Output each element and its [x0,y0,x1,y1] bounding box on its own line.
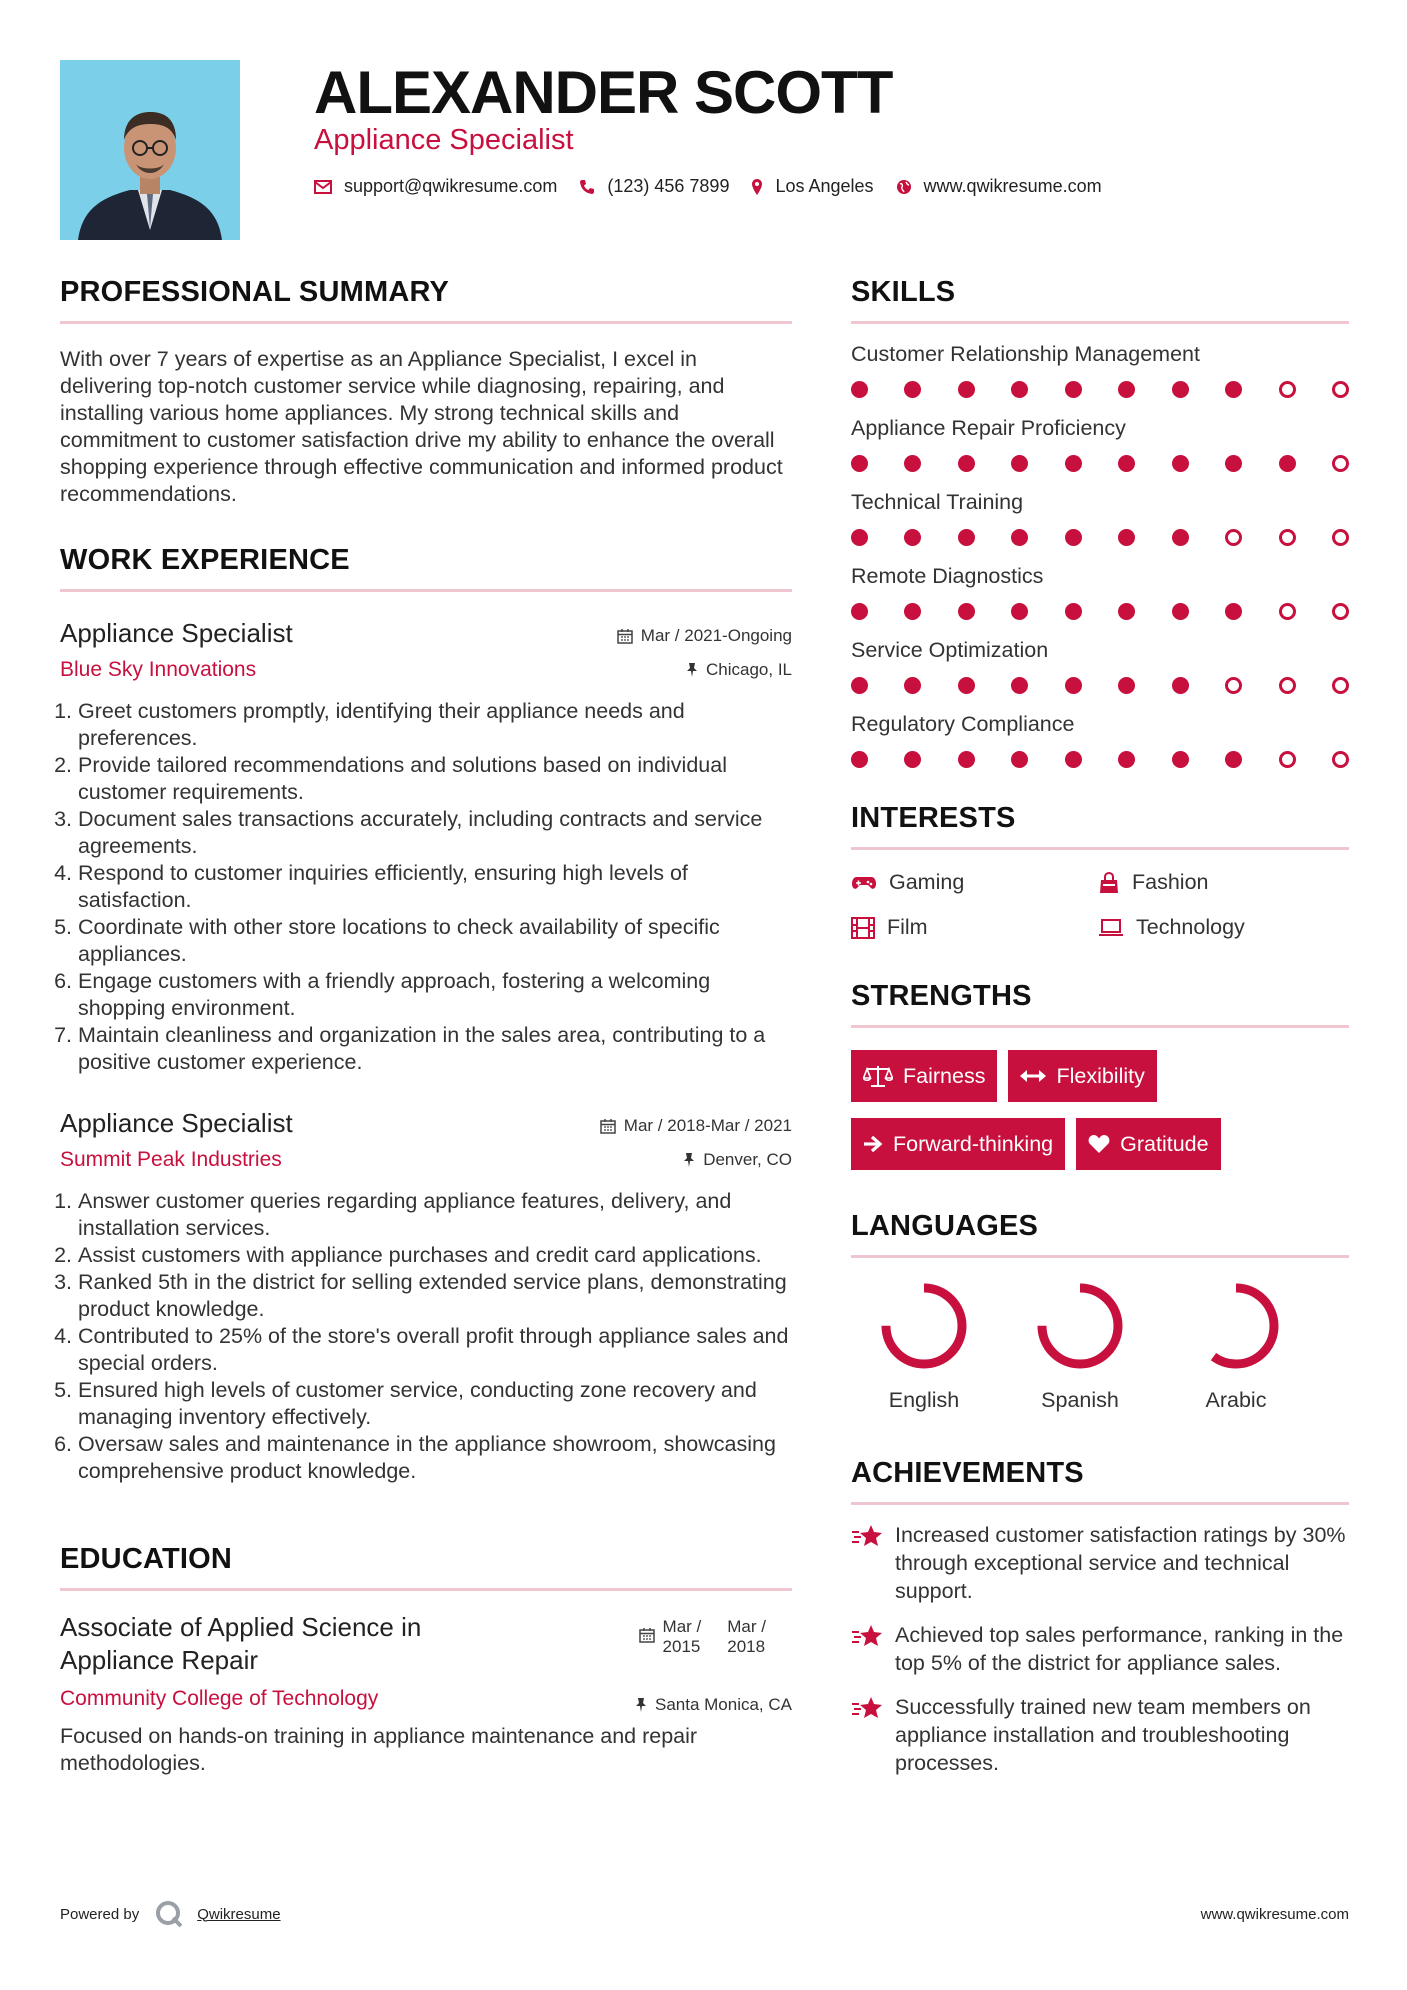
interests-heading: INTERESTS [851,802,1016,834]
interests-list [851,870,1349,940]
candidate-title: Appliance Specialist [314,124,574,156]
language-level-ring [878,1280,970,1372]
achievement-text: Achieved top sales performance, ranking in the top 5% of the district for appliance sales. [895,1623,1344,1675]
languages-heading: LANGUAGES [851,1210,1039,1242]
language-name: English [888,1388,960,1412]
achievements-section [851,1457,1349,1777]
section-divider [60,1588,792,1591]
laptop-icon [1098,919,1124,937]
job-location [686,660,792,680]
language-name: Spanish [1041,1388,1119,1412]
language-level-arc [886,1288,962,1364]
rating-dot-empty [1332,529,1349,546]
star-burst-icon [851,1521,895,1605]
contact-website[interactable] [896,176,1102,197]
skill-name: Technical Training [851,490,1024,514]
star-burst-icon [851,1621,895,1677]
star-burst-icon [851,1693,895,1777]
rating-dot-filled [1065,677,1082,694]
language-level-arc [1042,1288,1118,1364]
contact-location [751,176,873,197]
rating-dot-filled [1172,381,1189,398]
rating-dot-filled [1118,751,1135,768]
job-entry [60,618,792,1076]
powered-by-text: Powered by [60,1905,140,1923]
summary-heading: PROFESSIONAL SUMMARY [60,276,450,308]
job-bullet: 4. Respond to customer inquiries efficiently, ensuring high levels of satisfaction. [78,860,792,914]
strength-label: Fairness [903,1063,986,1088]
languages-section [851,1210,1349,1413]
summary-text: With over 7 years of expertise as an Appliance Specialist, I excel in delivering top-notch customer service while diagnosing, repairing, and installing various home appliances. My strong technical skills and commitment to customer satisfaction drive my ability to enhance the overall shopping experience through effective communication and informed product recommendations. [60,347,783,506]
rating-dot-filled [958,751,975,768]
section-divider [60,321,792,324]
job-bullet: 3. Document sales transactions accurately, including contracts and service agreements. [78,806,792,860]
job-bullet: 6. Engage customers with a friendly approach, fostering a welcoming shopping environment. [78,968,792,1022]
job-bullet: 7. Maintain cleanliness and organization in the sales area, contributing to a positive customer experience. [78,1022,792,1076]
section-divider [851,1502,1349,1505]
calendar-icon [617,628,633,644]
experience-heading: WORK EXPERIENCE [60,544,350,576]
strengths-heading: STRENGTHS [851,980,1032,1012]
rating-dot-filled [1011,751,1028,768]
strength-tag [1076,1118,1220,1170]
phone-icon [579,179,595,195]
education-description: Focused on hands-on training in appliance maintenance and repair methodologies. [60,1724,698,1775]
rating-dot-empty [1225,529,1242,546]
arrows-horizontal-icon [1020,1069,1046,1083]
right-column [851,276,1349,1777]
film-icon [851,917,875,939]
skill-rating [851,529,1349,546]
rating-dot-filled [1118,381,1135,398]
rating-dot-filled [1065,381,1082,398]
skill-item [851,342,1349,398]
rating-dot-filled [958,529,975,546]
summary-section [60,276,792,508]
contact-email[interactable] [314,176,557,197]
left-column [60,276,792,1777]
job-bullet: 6. Oversaw sales and maintenance in the appliance showroom, showcasing comprehensive product knowledge. [78,1431,792,1485]
arrow-right-icon [863,1135,883,1153]
education-entry [60,1611,792,1777]
date-end-month: Mar / [727,1617,766,1636]
date-end-year: 2018 [727,1637,766,1656]
education-date-start [663,1617,702,1657]
rating-dot-filled [1118,603,1135,620]
skills-heading: SKILLS [851,276,956,308]
language-item [841,1280,1007,1413]
achievement-item [851,1693,1349,1777]
rating-dot-filled [1065,455,1082,472]
footer-website[interactable]: www.qwikresume.com [1200,1906,1349,1923]
skill-name: Remote Diagnostics [851,564,1044,588]
achievement-item [851,1521,1349,1605]
job-bullets [60,698,792,1076]
rating-dot-empty [1332,751,1349,768]
candidate-name: ALEXANDER SCOTT [314,59,893,126]
section-divider [851,847,1349,850]
rating-dot-filled [1172,603,1189,620]
date-start-month: Mar / [662,1617,702,1636]
rating-dot-filled [1172,677,1189,694]
rating-dot-filled [851,529,868,546]
pushpin-icon [683,1152,695,1168]
shopping-bag-icon [1098,872,1120,894]
rating-dot-empty [1225,677,1242,694]
rating-dot-empty [1279,751,1296,768]
language-item [997,1280,1163,1413]
footer-powered-by [60,1900,281,1928]
rating-dot-filled [1011,677,1028,694]
strength-label: Gratitude [1120,1131,1209,1156]
rating-dot-empty [1332,455,1349,472]
interest-item [1098,915,1345,940]
profile-photo [60,60,240,240]
interest-label: Technology [1136,915,1245,939]
skill-item [851,416,1349,472]
rating-dot-filled [851,677,868,694]
job-bullet: 1. Answer customer queries regarding appliance features, delivery, and installation services. [78,1188,792,1242]
education-heading: EDUCATION [60,1543,233,1575]
balance-scale-icon [863,1065,893,1087]
rating-dot-filled [851,455,868,472]
rating-dot-filled [1065,529,1082,546]
rating-dot-empty [1279,603,1296,620]
interest-item [851,870,1098,895]
language-level-ring [1190,1280,1282,1372]
job-company: Summit Peak Industries [60,1148,282,1171]
achievement-text: Successfully trained new team members on appliance installation and troubleshooting processes. [895,1695,1311,1775]
section-divider [851,1255,1349,1258]
rating-dot-filled [1225,603,1242,620]
skill-item [851,490,1349,546]
person-portrait-icon [60,60,240,240]
job-bullet: 2. Provide tailored recommendations and solutions based on individual customer requirements. [78,752,792,806]
rating-dot-filled [1118,677,1135,694]
website-text: www.qwikresume.com [923,176,1102,196]
rating-dot-empty [1279,529,1296,546]
rating-dot-filled [1118,529,1135,546]
rating-dot-filled [958,603,975,620]
job-bullets [60,1188,792,1485]
job-date-text: Mar / 2021-Ongoing [640,626,792,645]
skill-rating [851,677,1349,694]
calendar-icon [639,1627,655,1643]
job-title: Appliance Specialist [60,618,293,648]
skill-name: Service Optimization [851,638,1049,662]
rating-dot-filled [958,381,975,398]
interest-item [1098,870,1345,895]
date-start-year: 2015 [662,1637,701,1656]
skill-name: Regulatory Compliance [851,712,1075,736]
rating-dot-filled [1172,529,1189,546]
rating-dot-filled [904,381,921,398]
rating-dot-filled [904,455,921,472]
education-degree: Associate of Applied Science in Appliance Repair [60,1612,422,1675]
job-bullet: 3. Ranked 5th in the district for selling extended service plans, demonstrating product knowledge. [78,1269,792,1323]
experience-section [60,544,792,1485]
job-bullet: 5. Coordinate with other store locations to check availability of specific appliances. [78,914,792,968]
location-text: Los Angeles [775,176,874,196]
interest-label: Fashion [1132,870,1209,894]
email-text: support@qwikresume.com [344,176,558,196]
strengths-section [851,980,1349,1186]
skill-item [851,638,1349,694]
rating-dot-filled [1225,381,1242,398]
rating-dot-filled [1118,455,1135,472]
job-location-text: Denver, CO [703,1150,792,1169]
skill-rating [851,381,1349,398]
rating-dot-empty [1332,381,1349,398]
section-divider [851,1025,1349,1028]
skill-name: Customer Relationship Management [851,342,1200,366]
achievements-heading: ACHIEVEMENTS [851,1457,1084,1489]
education-school: Community College of Technology [60,1687,379,1710]
pushpin-icon [686,662,698,678]
job-date [617,626,792,646]
job-bullet: 4. Contributed to 25% of the store's overall profit through appliance sales and special orders. [78,1323,792,1377]
skill-rating [851,455,1349,472]
education-section [60,1543,792,1777]
rating-dot-filled [1065,603,1082,620]
rating-dot-filled [904,677,921,694]
job-location [683,1150,792,1170]
rating-dot-empty [1279,677,1296,694]
map-pin-icon [751,178,763,196]
rating-dot-empty [1279,381,1296,398]
rating-dot-filled [1011,529,1028,546]
rating-dot-filled [851,381,868,398]
job-title: Appliance Specialist [60,1108,293,1138]
skills-section [851,276,1349,768]
rating-dot-filled [1011,603,1028,620]
job-date [600,1116,792,1136]
rating-dot-filled [904,751,921,768]
job-bullet: 5. Ensured high levels of customer service, conducting zone recovery and managing inventory effectively. [78,1377,792,1431]
rating-dot-filled [904,603,921,620]
education-date [639,1617,792,1657]
rating-dot-empty [1332,677,1349,694]
job-bullet: 2. Assist customers with appliance purchases and credit card applications. [78,1242,792,1269]
skill-rating [851,751,1349,768]
rating-dot-filled [1279,455,1296,472]
strength-tag [851,1118,1065,1170]
contact-bar [314,176,1124,197]
achievement-text: Increased customer satisfaction ratings by 30% through exceptional service and technical support. [895,1523,1346,1603]
job-date-text: Mar / 2018-Mar / 2021 [623,1116,792,1135]
strength-tag [1008,1050,1156,1102]
rating-dot-filled [1172,455,1189,472]
rating-dot-filled [1011,381,1028,398]
rating-dot-filled [1011,455,1028,472]
interest-label: Gaming [889,870,965,894]
achievements-list [851,1521,1349,1777]
language-level-ring [1034,1280,1126,1372]
skill-name: Appliance Repair Proficiency [851,416,1126,440]
strength-label: Forward-thinking [893,1131,1054,1156]
job-location-text: Chicago, IL [706,660,792,679]
rating-dot-filled [958,455,975,472]
section-divider [60,589,792,592]
rating-dot-empty [1332,603,1349,620]
footer-brand-link[interactable]: Qwikresume [197,1905,281,1923]
language-item [1153,1280,1319,1413]
job-entry [60,1108,792,1485]
rating-dot-filled [1225,751,1242,768]
strength-tag [851,1050,997,1102]
section-divider [851,321,1349,324]
phone-text: (123) 456 7899 [607,176,730,196]
rating-dot-filled [1172,751,1189,768]
qwikresume-logo-icon [155,1900,183,1928]
skills-list [851,342,1349,768]
rating-dot-filled [851,751,868,768]
language-name: Arabic [1205,1388,1267,1412]
interests-section [851,802,1349,940]
calendar-icon [600,1118,616,1134]
rating-dot-filled [904,529,921,546]
globe-icon [896,179,912,195]
skill-rating [851,603,1349,620]
language-level-arc [1198,1288,1274,1364]
education-location [635,1695,792,1715]
interest-label: Film [887,915,928,939]
job-bullet: 1. Greet customers promptly, identifying their appliance needs and preferences. [78,698,792,752]
contact-phone[interactable] [579,176,729,197]
rating-dot-filled [1065,751,1082,768]
job-company: Blue Sky Innovations [60,658,257,681]
achievement-item [851,1621,1349,1677]
interest-item [851,915,1098,940]
pushpin-icon [635,1697,647,1713]
gamepad-icon [851,875,877,891]
education-date-end [727,1617,766,1657]
education-location-text: Santa Monica, CA [654,1695,792,1714]
rating-dot-filled [1225,455,1242,472]
languages-list [851,1280,1349,1413]
skill-item [851,712,1349,768]
rating-dot-filled [851,603,868,620]
rating-dot-filled [958,677,975,694]
envelope-icon [314,180,332,194]
strengths-list [851,1050,1349,1186]
skill-item [851,564,1349,620]
heart-icon [1088,1134,1110,1154]
strength-label: Flexibility [1056,1063,1145,1088]
